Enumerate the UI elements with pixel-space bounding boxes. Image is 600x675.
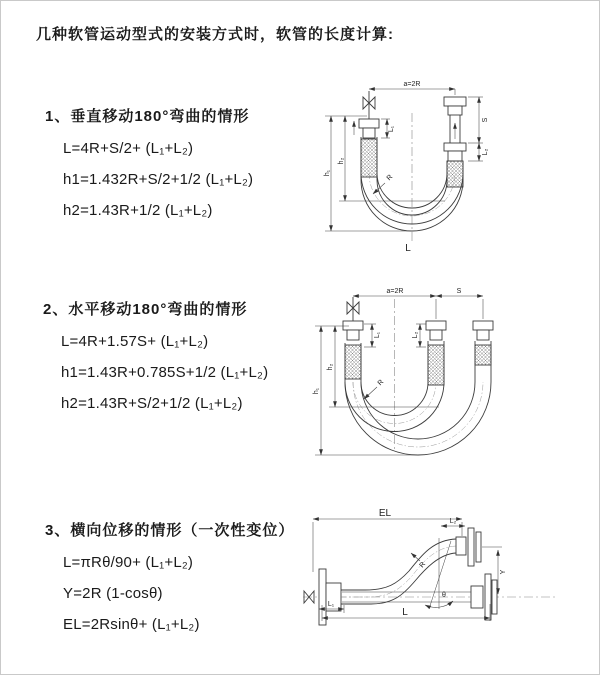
- section-1-heading: 1、垂直移动180°弯曲的情形: [45, 108, 250, 125]
- formula-line: L=4R+1.57S+ (L₁+L₂): [61, 333, 209, 350]
- dim-label-span: a=2R: [386, 288, 404, 295]
- hose-fitting: [473, 321, 493, 330]
- hose-fitting: [448, 151, 462, 161]
- formula-line: h1=1.43R+0.785S+1/2 (L₁+L₂): [61, 364, 269, 381]
- formula-line: h1=1.432R+S/2+1/2 (L₁+L₂): [63, 171, 254, 188]
- section-3-heading: 3、横向位移的情形（一次性变位）: [45, 522, 295, 539]
- dim-label-l1: L₁: [374, 331, 381, 339]
- valve-icon: [347, 297, 359, 321]
- dim-label-s: S: [456, 288, 462, 295]
- hose-assembly: [303, 528, 557, 625]
- dim-label-y: Y: [500, 569, 507, 575]
- formula-line: EL=2Rsinθ+ (L₁+L₂): [63, 616, 200, 633]
- flange-plate: [476, 532, 481, 562]
- dimension-labels: [324, 81, 489, 254]
- hose-fitting: [430, 330, 442, 340]
- formula-line: h2=1.43R+1/2 (L₁+L₂): [63, 202, 213, 219]
- braided-hose-section: [475, 345, 491, 365]
- formula-line: L=πRθ/90+ (L₁+L₂): [63, 554, 194, 571]
- section-vertical-movement: [45, 105, 253, 219]
- section-2-heading: 2、水平移动180°弯曲的情形: [43, 301, 248, 318]
- dim-label-l1: L₁: [327, 601, 335, 608]
- lateral-displacement-drawing: [299, 506, 599, 656]
- angle-reference-line: [429, 541, 451, 609]
- hose-fitting: [363, 128, 375, 138]
- hose-fitting: [471, 586, 483, 608]
- valve-icon: [363, 91, 375, 119]
- hose-fitting: [359, 119, 379, 128]
- figure-horizontal-180-bend: [307, 287, 597, 467]
- vertical-bend-drawing: [309, 73, 589, 258]
- dim-label-l1: L₁: [388, 125, 395, 133]
- dim-label-el: EL: [378, 508, 392, 519]
- hose-fitting: [456, 537, 466, 555]
- hose-assembly: [359, 91, 466, 243]
- hose-fitting: [343, 321, 363, 330]
- section-lateral-displacement: [45, 519, 294, 633]
- hose-fitting: [477, 330, 489, 340]
- dim-label-l: L: [402, 607, 408, 618]
- dim-label-l2: L₂: [412, 331, 419, 339]
- hose-fitting: [444, 143, 466, 151]
- flange-plate: [319, 569, 326, 625]
- horizontal-bend-drawing: [307, 287, 597, 462]
- hose-fitting: [448, 106, 462, 115]
- dim-label-span: a=2R: [403, 81, 421, 88]
- braided-hose-section: [447, 161, 463, 187]
- dim-label-r: R: [418, 560, 428, 570]
- formula-line: Y=2R (1-cosθ): [63, 585, 163, 602]
- section-horizontal-movement: [43, 298, 268, 412]
- flange-plate: [468, 528, 474, 566]
- dim-label-theta: θ: [442, 592, 446, 599]
- formula-line: h2=1.43R+S/2+1/2 (L₁+L₂): [61, 395, 243, 412]
- dim-label-h2: h₂: [327, 363, 334, 371]
- dim-label-h2: h₂: [338, 157, 345, 165]
- braided-hose-section: [361, 139, 377, 177]
- figure-vertical-180-bend: [309, 73, 589, 263]
- page-title: 几种软管运动型式的安装方式时，软管的长度计算:: [36, 26, 394, 43]
- hose-assembly: [343, 297, 493, 455]
- dim-label-h1: h₁: [324, 169, 331, 177]
- dim-label-l2: L₂: [449, 518, 457, 525]
- formula-line: L=4R+S/2+ (L₁+L₂): [63, 140, 194, 157]
- dim-label-s: S: [482, 117, 489, 123]
- hose-fitting: [347, 330, 359, 340]
- dim-label-r: R: [385, 173, 395, 183]
- hose-fitting: [426, 321, 446, 330]
- braided-hose-section: [428, 345, 444, 385]
- flange-plate: [492, 580, 497, 614]
- dim-label-h1: h₁: [313, 387, 320, 395]
- braided-hose-section: [345, 345, 361, 379]
- dim-label-l2: L₂: [482, 148, 489, 156]
- dim-label-r: R: [376, 378, 386, 388]
- hose-fitting: [444, 97, 466, 106]
- dim-label-l: L: [405, 243, 411, 254]
- figure-lateral-displacement: [299, 506, 599, 661]
